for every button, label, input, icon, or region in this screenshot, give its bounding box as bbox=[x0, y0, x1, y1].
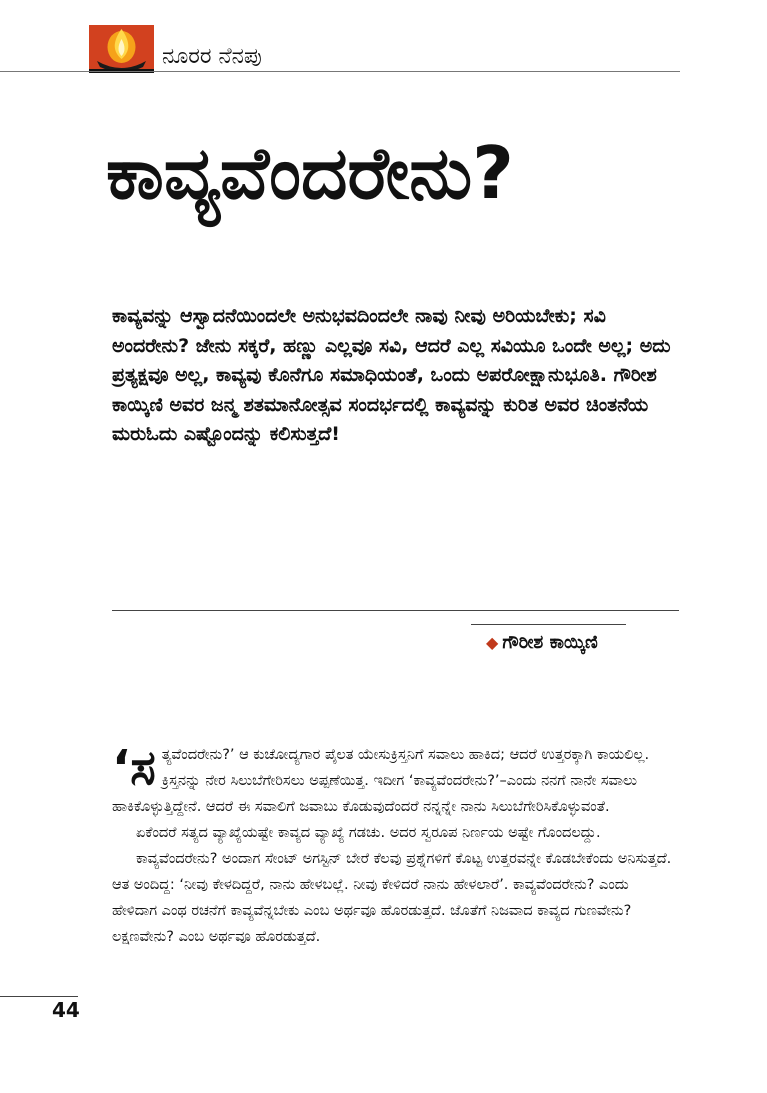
body-paragraph: ಏಕೆಂದರೆ ಸತ್ಯದ ವ್ಯಾಖ್ಯೆಯಷ್ಟೇ ಕಾವ್ಯದ ವ್ಯಾಖ್ಯೆ ಗಡಚು. ಅದರ ಸ್ವರೂಪ ನಿರ್ಣಯ ಅಷ್ಟೇ ಗೊಂದಲದ್ದು. bbox=[136, 825, 601, 841]
section-divider bbox=[112, 610, 679, 611]
header-rule bbox=[0, 71, 680, 72]
page-title: ಕಾವ್ಯವೆಂದರೇನು? bbox=[106, 131, 514, 215]
body-paragraph: ಕಾವ್ಯವೆಂದರೇನು? ಅಂದಾಗ ಸೇಂಟ್ ಅಗಸ್ಟಿನ್ ಬೇರೆ ಕೆಲವು ಪ್ರಶ್ನೆಗಳಿಗೆ ಕೊಟ್ಟ ಉತ್ತರವನ್ನೇ ಕೊಡಬೇಕೆಂದು ಅನಿಸುತ್ತದೆ. ಆತ ಅಂದಿದ್ದ: ‘ನೀವು ಕೇಳದಿದ್ದರೆ, ನಾನು ಹೇಳಬಲ್ಲೆ. ನೀವು ಕೇಳಿದರೆ ನಾನು ಹೇಳಲಾರೆ’. ಕಾವ್ಯವೆಂದರೇನು? ಎಂದು ಹೇಳಿದಾಗ ಎಂಥ ರಚನೆಗೆ ಕಾವ್ಯವೆನ್ನಬೇಕು ಎಂಬ ಅರ್ಥವೂ ಹೊರಡುತ್ತದೆ. ಜೊತೆಗೆ ನಿಜವಾದ ಕಾವ್ಯದ ಗುಣವೇನು? ಲಕ್ಷಣವೇನು? ಎಂಬ ಅರ್ಥವೂ ಹೊರಡುತ್ತದೆ. bbox=[112, 851, 672, 945]
section-label: ನೂರರ ನೆನಪು bbox=[162, 44, 262, 69]
page-number: 44 bbox=[52, 998, 80, 1022]
body-paragraph bbox=[112, 742, 672, 820]
drop-cap: ‘ಸ bbox=[112, 740, 156, 796]
author-byline bbox=[486, 630, 598, 656]
page-number-rule bbox=[0, 996, 78, 997]
intro-paragraph: ಕಾವ್ಯವನ್ನು ಆಸ್ವಾದನೆಯಿಂದಲೇ ಅನುಭವದಿಂದಲೇ ನಾವು ನೀವು ಅರಿಯಬೇಕು; ಸವಿ ಅಂದರೇನು? ಜೇನು ಸಕ್ಕರೆ, ಹಣ್ಣು ಎಲ್ಲವೂ ಸವಿ, ಆದರೆ ಎಲ್ಲ ಸವಿಯೂ ಒಂದೇ ಅಲ್ಲ; ಅದು ಪ್ರತ್ಯಕ್ಷವೂ ಅಲ್ಲ, ಕಾವ್ಯವು ಕೊನೆಗೂ ಸಮಾಧಿಯಂತೆ, ಒಂದು ಅಪರೋಕ್ಷಾನುಭೂತಿ. ಗೌರೀಶ ಕಾಯ್ಕಿಣಿ ಅವರ ಜನ್ಮ ಶತಮಾನೋತ್ಸವ ಸಂದರ್ಭದಲ್ಲಿ ಕಾವ್ಯವನ್ನು ಕುರಿತ ಅವರ ಚಿಂತನೆಯ ಮರುಓದು ಎಷ್ಟೊಂದನ್ನು ಕಲಿಸುತ್ತದೆ! bbox=[112, 305, 671, 445]
author-divider bbox=[471, 624, 626, 625]
article-body bbox=[112, 742, 672, 950]
author-name: ಗೌರೀಶ ಕಾಯ್ಕಿಣಿ bbox=[502, 632, 598, 653]
diamond-icon: ◆ bbox=[486, 633, 499, 652]
paragraph-text: ತ್ಯವೆಂದರೇನು?’ ಆ ಕುಚೋದ್ಯಗಾರ ಪೈಲತ ಯೇಸುಕ್ರಿಸ್ತನಿಗೆ ಸವಾಲು ಹಾಕಿದ; ಆದರೆ ಉತ್ತರಕ್ಕಾಗಿ ಕಾಯಲಿಲ್ಲ. ಕ್ರಿಸ್ತನನ್ನು ನೇರ ಸಿಲುಬೆಗೇರಿಸಲು ಅಪ್ಪಣೆಯಿತ್ತ. ಇದೀಗ ‘ಕಾವ್ಯವೆಂದರೇನು?’–ಎಂದು ನನಗೆ ನಾನೇ ಸವಾಲು ಹಾಕಿಕೊಳ್ಳುತ್ತಿದ್ದೇನೆ. ಆದರೆ ಈ ಸವಾಲಿಗೆ ಜವಾಬು ಕೊಡುವುದೆಂದರೆ ನನ್ನನ್ನೇ ನಾನು ಸಿಲುಬೆಗೇರಿಸಿಕೊಳ್ಳುವಂತೆ. bbox=[112, 747, 650, 815]
oil-lamp-icon bbox=[89, 25, 154, 73]
